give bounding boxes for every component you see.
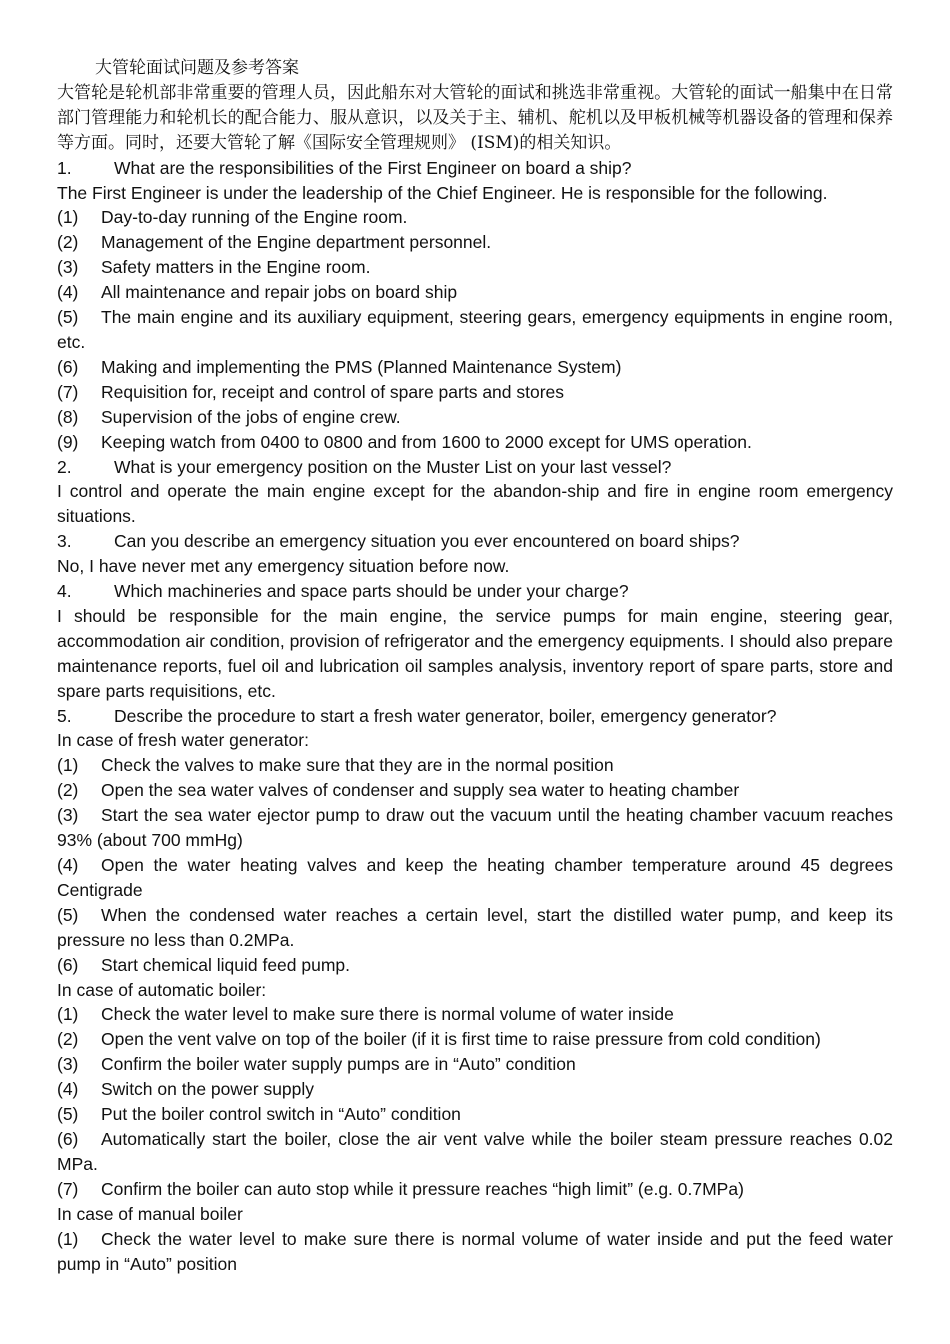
document-title: 大管轮面试问题及参考答案	[95, 58, 299, 78]
answer-1: The First Engineer is under the leadership of the Chief Engineer. He is responsible for the following.	[57, 182, 828, 203]
list-item	[57, 1002, 893, 1027]
question-text: Which machineries and space parts should be under your charge?	[114, 581, 629, 602]
question-text: What are the responsibilities of the First Engineer on board a ship?	[114, 157, 632, 178]
item-text: Automatically start the boiler, close the air vent valve while the boiler steam pressure reaches 0.02 MPa.	[57, 1128, 893, 1174]
list-item	[57, 1127, 893, 1177]
item-number: (7)	[57, 381, 79, 402]
list-item	[57, 953, 893, 978]
question-3	[57, 529, 893, 554]
answer-2: I control and operate the main engine except for the abandon-ship and fire in engine room emergency situations.	[57, 481, 893, 527]
item-number: (4)	[57, 1079, 79, 1100]
question-number: 5.	[57, 705, 72, 726]
fresh-water-generator-heading: In case of fresh water generator:	[57, 730, 309, 751]
list-item	[57, 1177, 893, 1202]
item-number: (8)	[57, 406, 79, 427]
item-number: (1)	[57, 755, 79, 776]
item-text: Check the valves to make sure that they are in the normal position	[101, 755, 614, 776]
manual-boiler-heading: In case of manual boiler	[57, 1203, 243, 1224]
item-text: Keeping watch from 0400 to 0800 and from 1600 to 2000 except for UMS operation.	[101, 431, 752, 452]
item-number: (4)	[57, 855, 79, 875]
item-text: Confirm the boiler can auto stop while it pressure reaches “high limit” (e.g. 0.7MPa)	[101, 1178, 744, 1199]
list-item	[57, 1077, 893, 1102]
list-item	[57, 1102, 893, 1127]
list-item	[57, 205, 893, 230]
item-text: Check the water level to make sure there is normal volume of water inside and put the feed water pump in “Auto” position	[57, 1228, 893, 1274]
list-item	[57, 355, 893, 380]
item-text: Open the vent valve on top of the boiler (if it is first time to raise pressure from cold condition)	[101, 1029, 821, 1050]
list-item	[57, 903, 893, 953]
item-number: (2)	[57, 1029, 79, 1050]
item-number: (6)	[57, 954, 79, 975]
item-text: All maintenance and repair jobs on board ship	[101, 282, 458, 303]
item-text: Requisition for, receipt and control of spare parts and stores	[101, 381, 565, 402]
document-page	[57, 56, 893, 1276]
item-number: (5)	[57, 904, 79, 925]
item-number: (6)	[57, 1128, 79, 1149]
list-item	[57, 430, 893, 455]
item-number: (1)	[57, 1004, 79, 1025]
item-text: Making and implementing the PMS (Planned Maintenance System)	[101, 356, 622, 377]
item-text: Put the boiler control switch in “Auto” condition	[101, 1104, 461, 1125]
question-number: 3.	[57, 531, 72, 552]
question-number: 1.	[57, 157, 72, 178]
item-number: (2)	[57, 232, 79, 253]
item-text: When the condensed water reaches a certain level, start the distilled water pump, and keep its pressure no less than 0.2MPa.	[57, 904, 893, 950]
list-item	[57, 255, 893, 280]
question-text: What is your emergency position on the Muster List on your last vessel?	[114, 456, 672, 477]
item-number: (7)	[57, 1178, 79, 1199]
list-item	[57, 380, 893, 405]
item-text: Supervision of the jobs of engine crew.	[101, 406, 401, 427]
item-number: (3)	[57, 257, 79, 278]
item-number: (5)	[57, 1104, 79, 1125]
item-number: (6)	[57, 356, 79, 377]
automatic-boiler-heading: In case of automatic boiler:	[57, 979, 267, 1000]
item-number: (9)	[57, 431, 79, 452]
question-text: Can you describe an emergency situation you ever encountered on board ships?	[114, 531, 740, 552]
answer-3: No, I have never met any emergency situation before now.	[57, 556, 510, 577]
item-number: (1)	[57, 1228, 79, 1249]
question-2	[57, 455, 893, 480]
item-number: (2)	[57, 780, 79, 801]
list-item	[57, 853, 893, 903]
list-item	[57, 1052, 893, 1077]
item-number: (5)	[57, 307, 79, 328]
item-text: Day-to-day running of the Engine room.	[101, 207, 408, 228]
question-5	[57, 704, 893, 729]
item-text: The main engine and its auxiliary equipment, steering gears, emergency equipments in engine room, etc.	[57, 307, 893, 352]
item-number: (4)	[57, 282, 79, 303]
item-text: Check the water level to make sure there is normal volume of water inside	[101, 1004, 674, 1025]
item-text: Confirm the boiler water supply pumps are in “Auto” condition	[101, 1054, 576, 1075]
question-number: 2.	[57, 456, 72, 477]
item-text: Start chemical liquid feed pump.	[101, 954, 351, 975]
item-number: (3)	[57, 805, 79, 826]
intro-paragraph: 大管轮是轮机部非常重要的管理人员，因此船东对大管轮的面试和挑选非常重视。大管轮的面试一船集中在日常部门管理能力和轮机长的配合能力、服从意识，以及关于主、辅机、舵机以及甲板机械等机器设备的管理和保养等方面。同时，还要大管轮了解《国际安全管理规则》 (ISM)的相关知识。	[57, 82, 893, 153]
list-item	[57, 230, 893, 255]
item-text: Start the sea water ejector pump to draw out the vacuum until the heating chamber vacuum reaches 93% (about 700 mmHg)	[57, 805, 893, 851]
list-item	[57, 803, 893, 853]
item-text: Open the water heating valves and keep the heating chamber temperature around 45 degrees Centigrade	[57, 855, 893, 900]
item-text: Management of the Engine department personnel.	[101, 232, 492, 253]
item-number: (1)	[57, 207, 79, 228]
list-item	[57, 778, 893, 803]
question-1	[57, 156, 893, 181]
list-item	[57, 305, 893, 355]
item-number: (3)	[57, 1054, 79, 1075]
list-item	[57, 1227, 893, 1277]
answer-4: I should be responsible for the main engine, the service pumps for main engine, steering gear, accommodation air condition, provision of refrigerator and the emergency equipments. I should also prepare maintenance reports, fuel oil and lubrication oil samples analysis, inventory report of spare parts, store and spare parts requisitions, etc.	[57, 605, 893, 701]
question-text: Describe the procedure to start a fresh water generator, boiler, emergency generator?	[114, 705, 777, 726]
item-text: Open the sea water valves of condenser and supply sea water to heating chamber	[101, 780, 740, 801]
question-number: 4.	[57, 581, 72, 602]
item-text: Safety matters in the Engine room.	[101, 257, 371, 278]
question-4	[57, 579, 893, 604]
list-item	[57, 1027, 893, 1052]
item-text: Switch on the power supply	[101, 1079, 315, 1100]
list-item	[57, 280, 893, 305]
list-item	[57, 405, 893, 430]
list-item	[57, 753, 893, 778]
